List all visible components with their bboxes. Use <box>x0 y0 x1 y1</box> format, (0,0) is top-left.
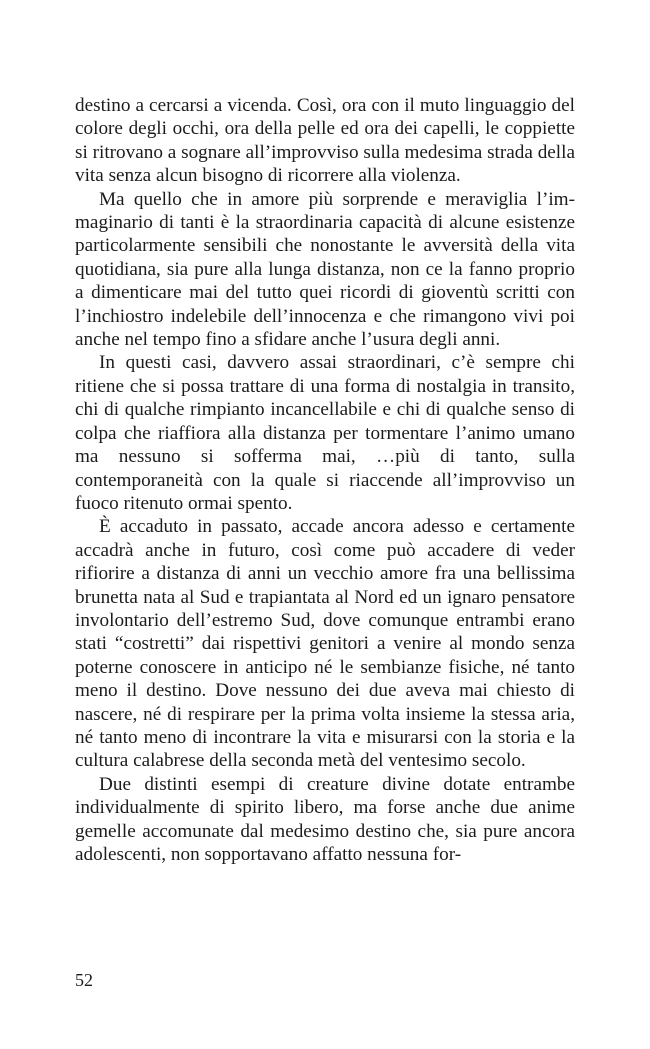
page-number: 52 <box>75 970 93 990</box>
page-body <box>75 94 575 866</box>
paragraph-1: destino a cercarsi a vicenda. Così, ora con il muto linguaggio del colore degli occhi, ora della pelle ed ora dei capelli, le coppiette si ritrovano a sognare all’improvviso sulla medesima strada della vita senza alcun bisogno di ricorrere alla violenza. <box>75 95 575 187</box>
paragraph-4: È accaduto in passato, accade ancora adesso e certamente accadrà anche in futuro, così come può accadere di veder rifiorire a distanza di anni un vecchio amore fra una bellissima brunetta nata al Sud e trapiantata al Nord ed un ignaro pensatore involontario dell’estremo Sud, dove comunque entrambi erano stati “costretti” dai rispettivi genitori a venire al mondo senza poterne conoscere in anticipo né le sembianze fisiche, né tanto meno il destino. Dove nessuno dei due aveva mai chiesto di nascere, né di respirare per la prima volta insieme la stessa aria, né tanto meno di incontrare la vita e misurarsi con la storia e la cultura calabrese della seconda metà del ventesimo secolo. <box>75 516 575 772</box>
paragraph-3: In questi casi, davvero assai straordinari, c’è sempre chi ritiene che si possa trattare di una forma di nostalgia in transito, chi di qualche rimpianto incancellabile e chi di qualche senso di colpa che riaffiora alla distanza per tormentare l’animo umano ma nessuno si sofferma mai, …più di tanto, sulla contemporaneità con la quale si riaccende all’improvviso un fuoco ritenuto ormai spento. <box>75 352 575 514</box>
paragraph-2: Ma quello che in amore più sorprende e meraviglia l’immaginario di tanti è la straordinaria capacità di alcune esistenze particolarmente sensibili che nonostante le avversità della vita quotidiana, sia pure alla lunga distanza, non ce la fanno proprio a dimenticare mai del tutto quei ricordi di gioventù scritti con l’inchiostro indelebile dell’innocenza e che rimangono vivi poi anche nel tempo fino a sfidare anche l’usura degli anni. <box>75 188 575 351</box>
paragraph-5: Due distinti esempi di creature divine dotate entrambe individualmente di spirito libero, ma forse anche due anime gemelle accomunate dal medesimo destino che, sia pure ancora adolescenti, non sopportavano affatto nessuna for- <box>75 773 575 865</box>
